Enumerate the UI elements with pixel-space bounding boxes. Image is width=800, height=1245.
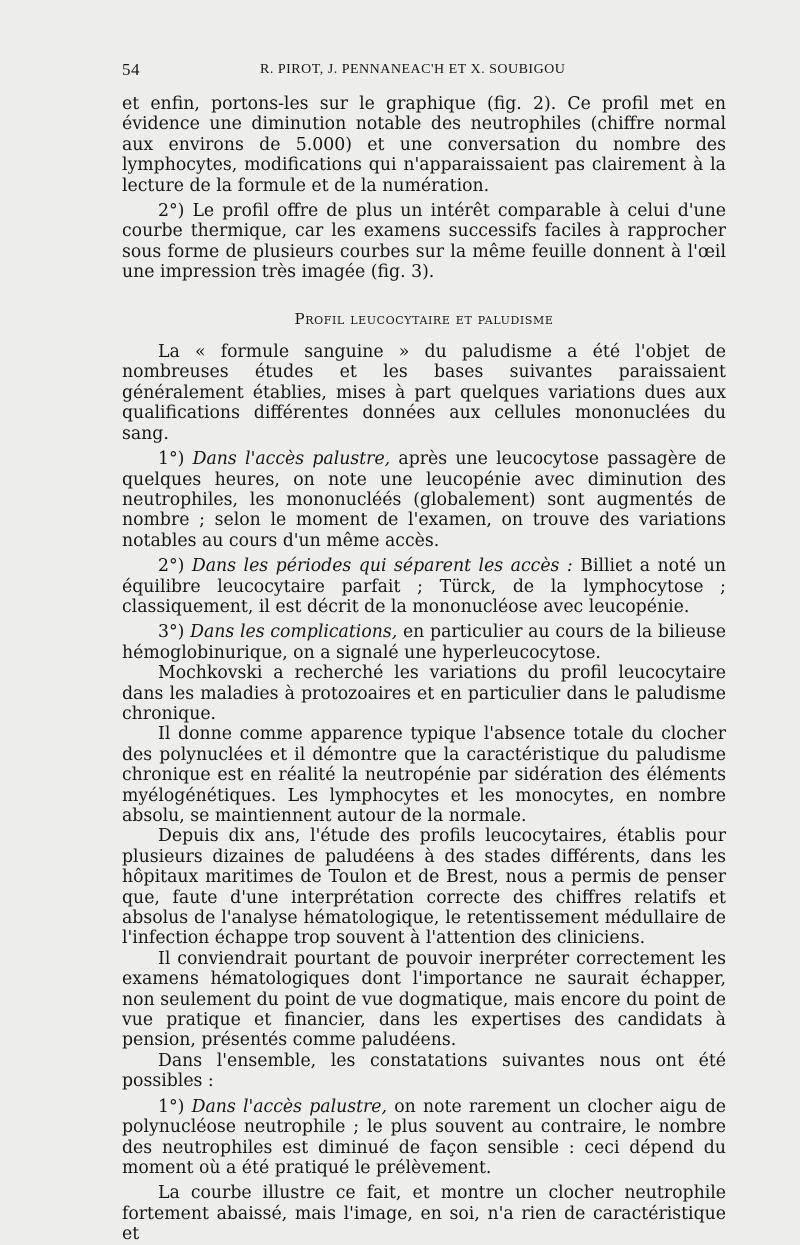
page-number: 54 [122, 60, 140, 79]
paragraph: Depuis dix ans, l'étude des profils leucocytaires, établis pour plusieurs dizaines de paludéens à des stades différents, dans les hôpitaux maritimes de Toulon et de Brest, nous a permis de penser que, faute d'une interprétation correcte des chiffres relatifs et absolus de l'analyse hématologique, le retentissement médullaire de l'infection échappe trop souvent à l'attention des cliniciens. [122, 826, 726, 949]
paragraph: Dans l'ensemble, les constatations suivantes nous ont été possibles : [122, 1050, 726, 1092]
paragraph: Il donne comme apparence typique l'absence totale du clocher des polynuclées et il démontre que la caractéristique du paludisme chronique est en réalité la neutropénie par sidération des éléments myélogénétiques. Les lymphocytes et les monocytes, en nombre absolu, se maintiennent autour de la normale. [122, 724, 726, 826]
paragraph: La courbe illustre ce fait, et montre un clocher neutrophile fortement abaissé, mais l'image, en soi, n'a rien de caractéristique et [122, 1183, 726, 1245]
item-number: 1°) [158, 1096, 192, 1117]
paragraph: Il conviendrait pourtant de pouvoir inerpréter correctement les examens hématologiques dont l'importance ne saurait échapper, non seulement du point de vue dogmatique, mais encore du point de vue pratique et financier, dans les expertises des candidats à pension, présentés comme paludéens. [122, 948, 726, 1051]
item-number: 2°) [158, 556, 192, 577]
body-text [122, 94, 726, 1245]
item-text: après une leucocytose passagère de quelques heures, on note une leucopénie avec diminution des neutrophiles, les mononucléés (globalement) sont augmentés de nombre ; selon le moment de l'examen, on trouve des variations notables au cours d'un même accès. [122, 449, 726, 551]
item-text: Billiet a noté un équilibre leucocytaire parfait ; Türck, de la lymphocytose ; classiquement, il est décrit de la mononucléose avec leucopénie. [122, 556, 726, 617]
item-heading: Dans les complications, [190, 622, 398, 643]
paragraph: et enfin, portons-les sur le graphique (fig. 2). Ce profil met en évidence une diminution notable des neutrophiles (chiffre normal aux environs de 5.000) et une conversation du nombre des lymphocytes, modifications qui n'apparaissaient pas clairement à la lecture de la formule et de la numération. [122, 94, 726, 196]
section-title: Profil leucocytaire et paludisme [294, 309, 554, 328]
paragraph-item [122, 449, 726, 551]
paragraph-item [122, 556, 726, 617]
paragraph: La « formule sanguine » du paludisme a été l'objet de nombreuses études et les bases suivantes paraissaient généralement établies, mises à part quelques variations dues aux qualifications différentes données aux cellules mononuclées du sang. [122, 342, 726, 444]
item-text: en particulier au cours de la bilieuse hémoglobinurique, on a signalé une hyperleucocytose. [122, 622, 727, 663]
item-heading: Dans l'accès palustre, [192, 449, 391, 470]
item-number: 3°) [158, 622, 191, 643]
item-text: on note rarement un clocher aigu de polynucléose neutrophile ; le plus souvent au contraire, le nombre des neutrophiles est diminué de façon sensible : ceci dépend du moment où a été pratiqué le prélèvement. [122, 1096, 726, 1178]
paragraph: Mochkovski a recherché les variations du profil leucocytaire dans les maladies à protozoaires et en particulier dans le paludisme chronique. [122, 663, 726, 724]
item-heading: Dans les périodes qui séparent les accès : [191, 556, 573, 577]
item-number: 1°) [158, 449, 193, 470]
item-heading: Dans l'accès palustre, [191, 1096, 388, 1117]
running-authors: R. PIROT, J. PENNANEAC'H ET X. SOUBIGOU [260, 62, 566, 77]
paragraph: 2°) Le profil offre de plus un intérêt comparable à celui d'une courbe thermique, car les examens successifs faciles à rapprocher sous forme de plusieurs courbes sur la même feuille donnent à l'œil une impression très imagée (fig. 3). [122, 201, 726, 283]
paragraph-item [122, 1097, 726, 1179]
paragraph-item [122, 622, 726, 663]
